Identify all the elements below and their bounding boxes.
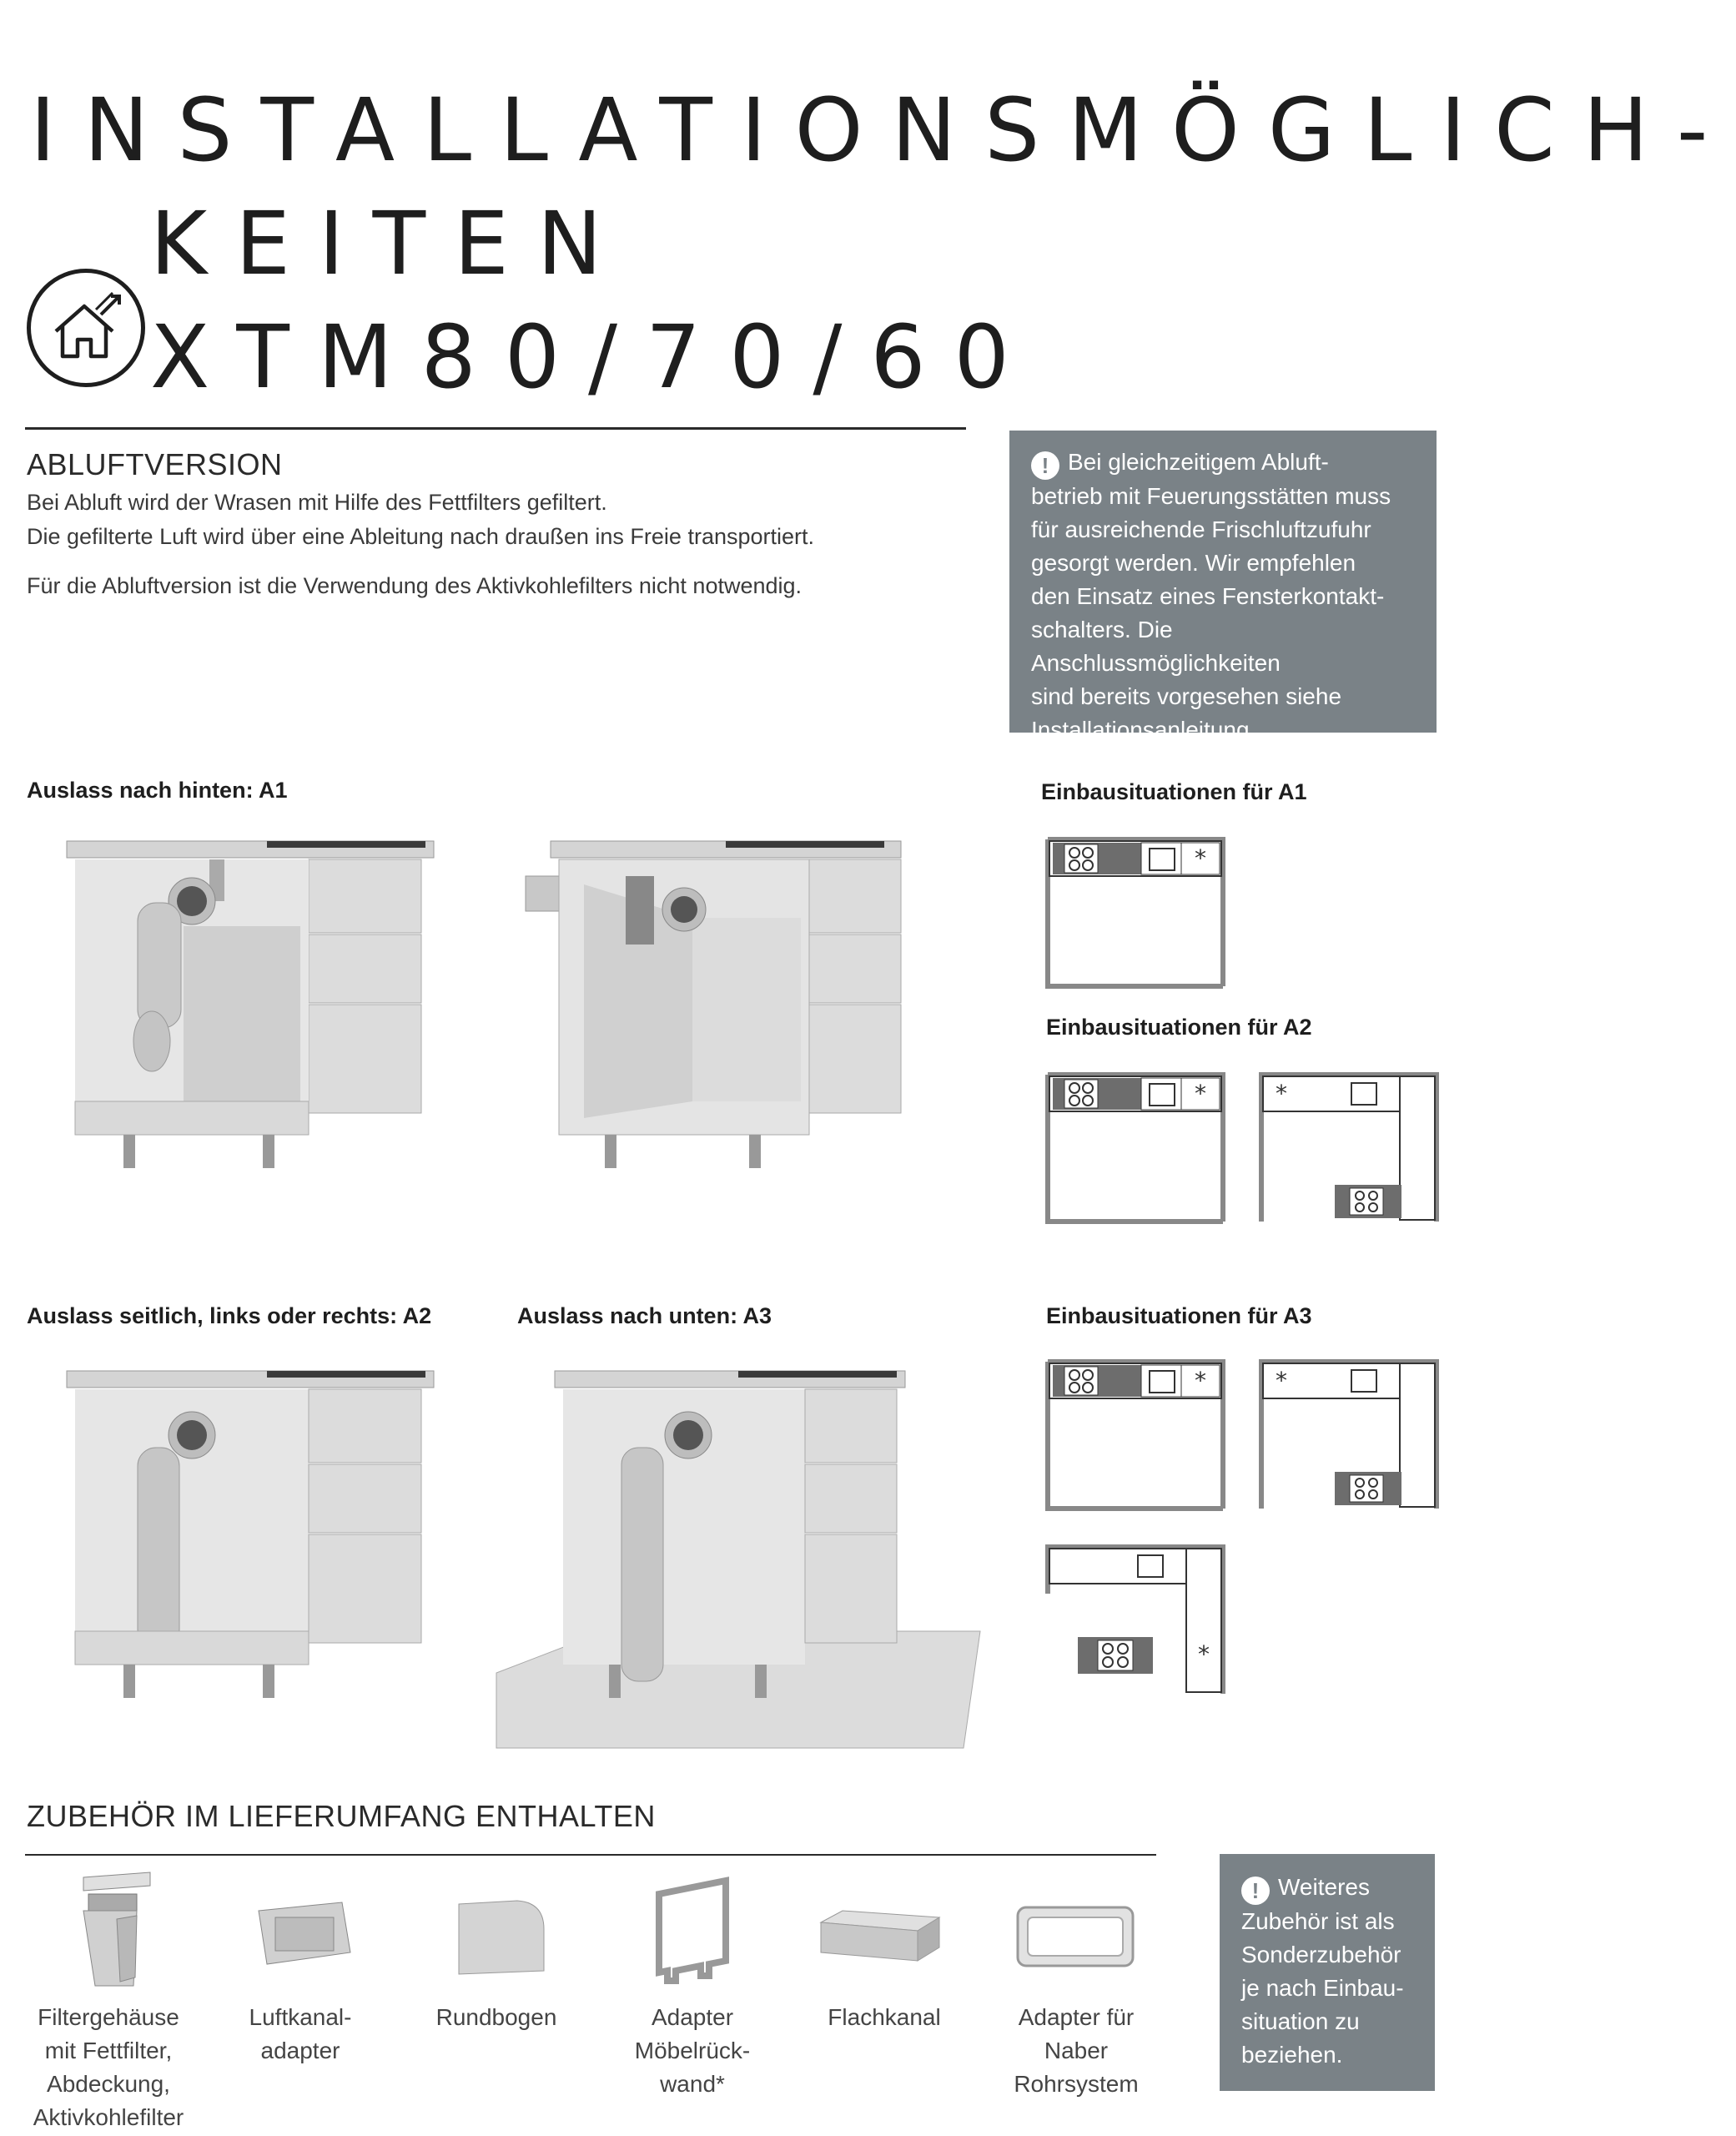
section-divider [25, 427, 966, 430]
einbau-a3-plan-3 [1044, 1544, 1228, 1698]
einbau-a3-label: Einbausituationen für A3 [1046, 1303, 1312, 1328]
einbau-a3-plan-1 [1044, 1358, 1228, 1513]
accessory-label-line: Luftkanal- [249, 2004, 352, 2030]
outlet-a3-label: Auslass nach unten: A3 [517, 1303, 772, 1328]
accessory-label-line: Abdeckung, [47, 2071, 170, 2097]
note2-line-6: beziehen. [1241, 2042, 1343, 2068]
einbau-a2-plan-2 [1258, 1071, 1442, 1226]
accessory-label-line: adapter [260, 2038, 340, 2063]
house-installation-icon [27, 269, 145, 387]
accessory-furniture-back-adapter [617, 2001, 767, 2101]
accessory-round-bend [421, 2001, 571, 2034]
outlet-a1-label: Auslass nach hinten: A1 [27, 778, 288, 803]
svg-text:*: * [1276, 1080, 1287, 1107]
page-title-line-1: INSTALLATIONSMÖGLICH- [30, 79, 1736, 181]
accessory-label-line: Rohrsystem [1014, 2071, 1139, 2097]
accessory-label-line: Filtergehäuse [38, 2004, 179, 2030]
accessory-label-line: wand* [660, 2071, 725, 2097]
accessory-label-line: Aktivkohlefilter [33, 2104, 184, 2130]
note1-line-4: gesorgt werden. Wir empfehlen [1031, 550, 1356, 576]
note1-line-6: schalters. Die Anschlussmöglichkeiten [1031, 617, 1281, 676]
cabinet-a3-illustration [488, 1356, 980, 1756]
cabinet-a1-illustration [58, 826, 442, 1210]
exclamation-icon: ! [1241, 1877, 1270, 1905]
einbau-a2-plan-1 [1044, 1071, 1228, 1226]
naber-adapter-image [1013, 1896, 1138, 1979]
note1-line-2: betrieb mit Feuerungsstätten muss [1031, 483, 1391, 509]
note2-line-5: situation zu [1241, 2008, 1360, 2034]
round-bend-image [450, 1887, 551, 1979]
accessory-label-line: Möbelrück- [634, 2038, 751, 2063]
note1-line-7: sind bereits vorgesehen siehe [1031, 683, 1342, 709]
abluft-text [27, 486, 978, 603]
note2-line-3: Sonderzubehör [1241, 1942, 1401, 1967]
zubehoer-heading: ZUBEHÖR IM LIEFERUMFANG ENTHALTEN [27, 1799, 656, 1833]
svg-text:*: * [1195, 1367, 1206, 1394]
accessory-label-line: Naber [1044, 2038, 1109, 2063]
note2-line-1: Weiteres [1278, 1874, 1370, 1900]
cabinet-a1-rear-illustration [526, 826, 918, 1210]
einbau-a1-label: Einbausituationen für A1 [1041, 779, 1307, 804]
svg-text:*: * [1276, 1367, 1287, 1394]
einbau-a3-plan-2 [1258, 1358, 1442, 1513]
note2-line-2: Zubehör ist als [1241, 1908, 1395, 1934]
accessory-filter-housing [25, 2001, 192, 2134]
note1-line-3: für ausreichende Frischluftzufuhr [1031, 516, 1371, 542]
accessory-label-line: Adapter [651, 2004, 734, 2030]
svg-text:*: * [1198, 1640, 1210, 1668]
accessory-label-line: Adapter für [1018, 2004, 1135, 2030]
note2-line-4: je nach Einbau- [1241, 1975, 1404, 2001]
ventilation-note [1009, 431, 1437, 743]
accessory-label-line: Flachkanal [828, 2004, 941, 2030]
air-duct-adapter-image [250, 1894, 359, 1977]
exclamation-icon: ! [1031, 451, 1059, 480]
accessory-note [1220, 1854, 1435, 2091]
accessory-air-duct-adapter [225, 2001, 375, 2068]
einbau-a1-plan [1044, 836, 1228, 990]
furniture-back-adapter-image [651, 1877, 734, 1986]
note1-line-1: Bei gleichzeitigem Abluft- [1068, 449, 1329, 475]
accessory-naber-adapter [1001, 2001, 1151, 2101]
abluft-line-1: Bei Abluft wird der Wrasen mit Hilfe des Fettfilters gefiltert. [27, 490, 607, 515]
page-title-line-2: KEITEN XTM80/70/60 [150, 193, 1038, 408]
note1-line-5: den Einsatz eines Fensterkontakt- [1031, 583, 1385, 609]
filter-housing-image [75, 1869, 159, 1994]
abluft-line-3: Für die Abluftversion ist die Verwendung des Aktivkohlefilters nicht notwendig. [27, 573, 803, 598]
page-title [25, 73, 1736, 414]
svg-text:*: * [1195, 1080, 1206, 1107]
accessory-label-line: mit Fettfilter, [44, 2038, 173, 2063]
flat-duct-image [818, 1906, 943, 1972]
abluft-heading: ABLUFTVERSION [27, 447, 283, 481]
note1-line-8: Installationsanleitung. [1031, 717, 1256, 743]
einbau-a2-label: Einbausituationen für A2 [1046, 1015, 1312, 1040]
zubehoer-divider [25, 1854, 1156, 1856]
accessory-label-line: Rundbogen [435, 2004, 557, 2030]
outlet-a2-label: Auslass seitlich, links oder rechts: A2 [27, 1303, 432, 1328]
cabinet-a2-illustration [58, 1356, 442, 1740]
svg-text:*: * [1195, 844, 1206, 872]
abluft-line-2: Die gefilterte Luft wird über eine Ableitung nach draußen ins Freie transportiert. [27, 524, 815, 549]
accessory-flat-duct [809, 2001, 959, 2034]
